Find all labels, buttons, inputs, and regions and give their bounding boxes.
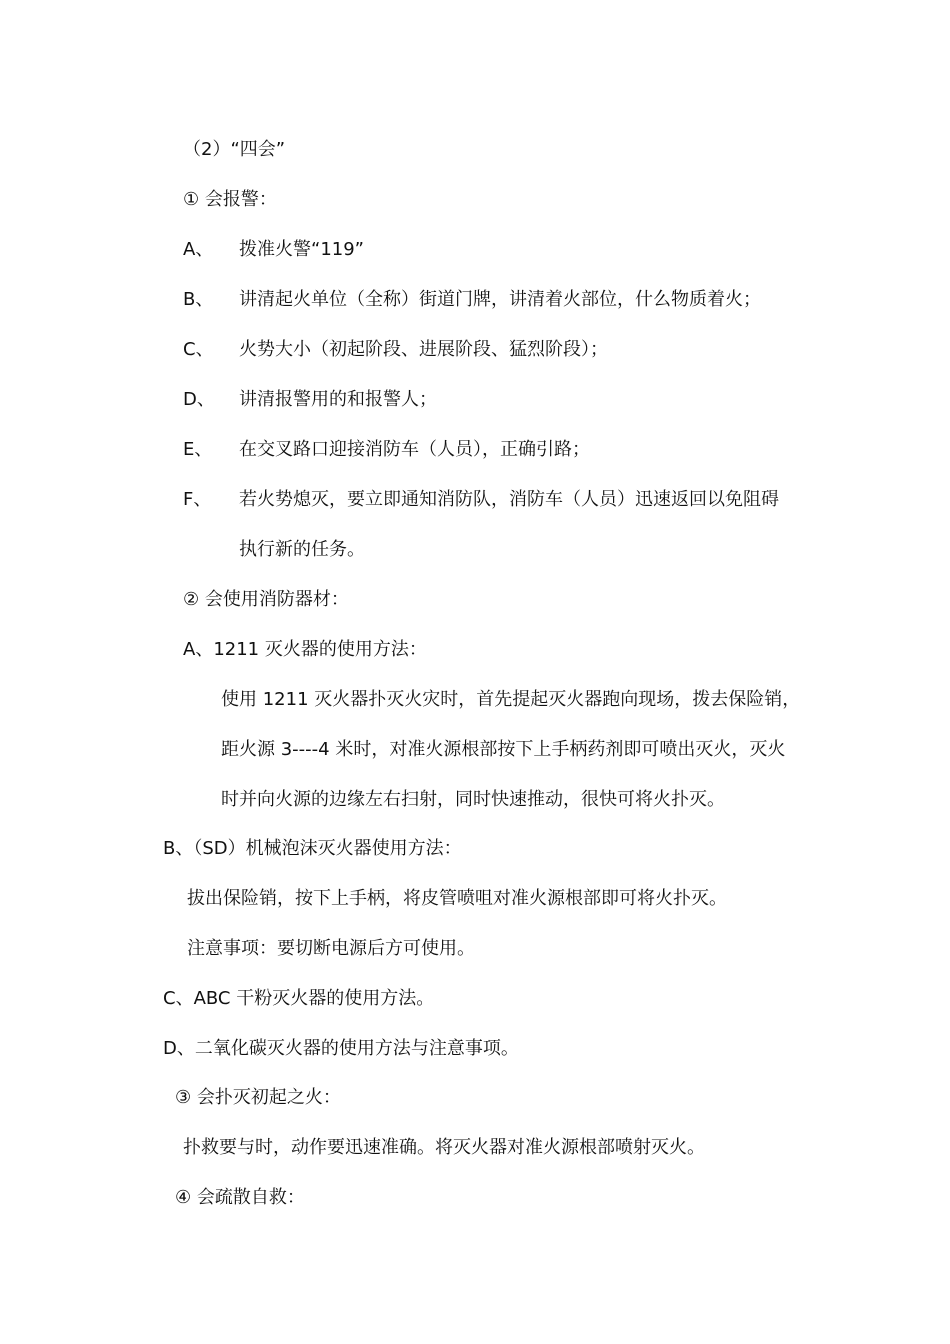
list-text: 拨准火警“119”: [239, 239, 365, 260]
list-item: [183, 488, 779, 512]
list-marker: C、: [183, 339, 214, 360]
extinguisher-1211-title: A、1211 灭火器的使用方法：: [183, 639, 427, 660]
paragraph-line: 扑救要与时，动作要迅速准确。将灭火器对准火源根部喷射灭火。: [183, 1137, 705, 1158]
list-text: 火势大小（初起阶段、进展阶段、猛烈阶段）；: [239, 339, 608, 360]
list-text: 讲清报警用的和报警人；: [239, 389, 437, 410]
list-item: [183, 288, 761, 312]
list-text: 在交叉路口迎接消防车（人员），正确引路；: [239, 439, 590, 460]
list-item: [183, 238, 364, 262]
extinguisher-co2-title: D、二氧化碳灭火器的使用方法与注意事项。: [163, 1038, 519, 1059]
list-item: [183, 388, 437, 412]
list-marker: F、: [183, 489, 212, 510]
note-line: 注意事项：要切断电源后方可使用。: [187, 938, 475, 959]
paragraph-line: 距火源 3----4 米时，对准火源根部按下上手柄药剂即可喷出灭火，灭火: [221, 739, 786, 760]
paragraph-line: 拔出保险销，按下上手柄，将皮管喷咀对准火源根部即可将火扑灭。: [187, 888, 727, 909]
subsection-evacuate-title: ④ 会疏散自救：: [175, 1187, 305, 1208]
paragraph-line: 使用 1211 灭火器扑灭火灾时，首先提起灭火器跑向现场，拨去保险销，: [221, 689, 801, 710]
subsection-firefight-title: ③ 会扑灭初起之火：: [175, 1087, 341, 1108]
list-marker: B、: [183, 289, 214, 310]
list-item-continuation: 执行新的任务。: [239, 539, 365, 560]
extinguisher-foam-title: B、（SD）机械泡沫灭火器使用方法：: [163, 838, 462, 859]
extinguisher-abc-title: C、ABC 干粉灭火器的使用方法。: [163, 988, 435, 1009]
list-marker: A、: [183, 239, 214, 260]
list-text: 讲清起火单位（全称）街道门牌，讲清着火部位，什么物质着火；: [239, 289, 761, 310]
list-text: 若火势熄灭，要立即通知消防队，消防车（人员）迅速返回以免阻碍: [239, 489, 779, 510]
list-item: [183, 338, 608, 362]
list-marker: D、: [183, 389, 215, 410]
subsection-alarm-title: ① 会报警：: [183, 189, 277, 210]
paragraph-line: 时并向火源的边缘左右扫射，同时快速推动，很快可将火扑灭。: [221, 789, 725, 810]
list-marker: E、: [183, 439, 213, 460]
list-item: [183, 438, 590, 462]
subsection-equipment-title: ② 会使用消防器材：: [183, 589, 349, 610]
section-heading: （2）“四会”: [183, 139, 286, 160]
